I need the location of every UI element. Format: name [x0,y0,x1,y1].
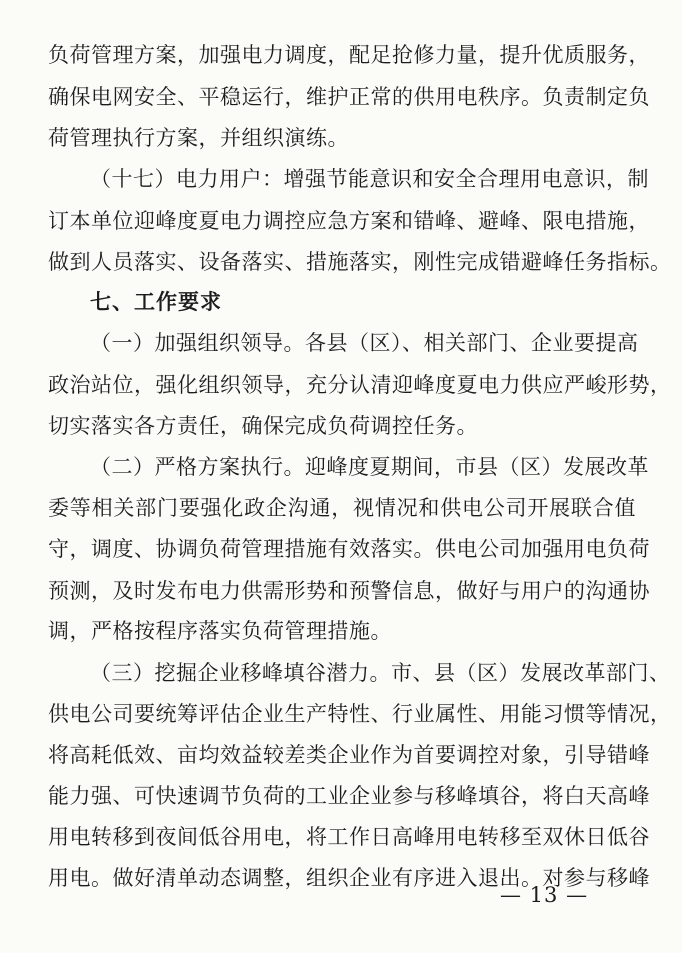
paragraph-start-line: （十七）电力用户：增强节能意识和安全合理用电意识，制 [90,167,649,191]
text-line: 切实落实各方责任，确保完成负荷调控任务。 [48,414,478,438]
text-line: 能力强、可快速调节负荷的工业企业参与移峰填谷，将白天高峰 [48,784,650,808]
text-line: 荷管理执行方案，并组织演练。 [48,126,349,150]
paragraph-start-line: （一）加强组织领导。各县（区）、相关部门、企业要提高 [90,331,639,355]
text-line: 做到人员落实、设备落实、措施落实，刚性完成错避峰任务指标。 [48,250,672,274]
text-line: 负荷管理方案，加强电力调度，配足抢修力量，提升优质服务， [48,43,650,67]
text-line: 将高耗低效、亩均效益较差类企业作为首要调控对象，引导错峰 [48,743,650,767]
text-line: 确保电网安全、平稳运行，维护正常的供用电秩序。负责制定负 [48,85,650,109]
text-line: 政治站位，强化组织领导，充分认清迎峰度夏电力供应严峻形势， [48,373,672,397]
paragraph-start-line: （三）挖掘企业移峰填谷潜力。市、县（区）发展改革部门、 [90,661,671,685]
text-line: 调，严格按程序落实负荷管理措施。 [48,619,392,643]
text-line: 预测，及时发布电力供需形势和预警信息，做好与用户的沟通协 [48,579,650,603]
section-heading: 七、工作要求 [90,289,222,314]
text-line: 守，调度、协调负荷管理措施有效落实。供电公司加强用电负荷 [48,537,650,561]
paragraph-start-line: （二）严格方案执行。迎峰度夏期间，市县（区）发展改革 [90,455,649,479]
text-line: 委等相关部门要强化政企沟通，视情况和供电公司开展联合值 [48,496,636,520]
text-line: 用电转移到夜间低谷用电，将工作日高峰用电转移至双休日低谷 [48,825,650,849]
page-number: — 13 — [500,883,589,907]
text-line: 供电公司要统筹评估企业生产特性、行业属性、用能习惯等情况， [48,702,672,726]
text-line: 用电。做好清单动态调整，组织企业有序进入退出。对参与移峰 [48,866,650,890]
text-line: 订本单位迎峰度夏电力调控应急方案和错峰、避峰、限电措施， [48,209,650,233]
